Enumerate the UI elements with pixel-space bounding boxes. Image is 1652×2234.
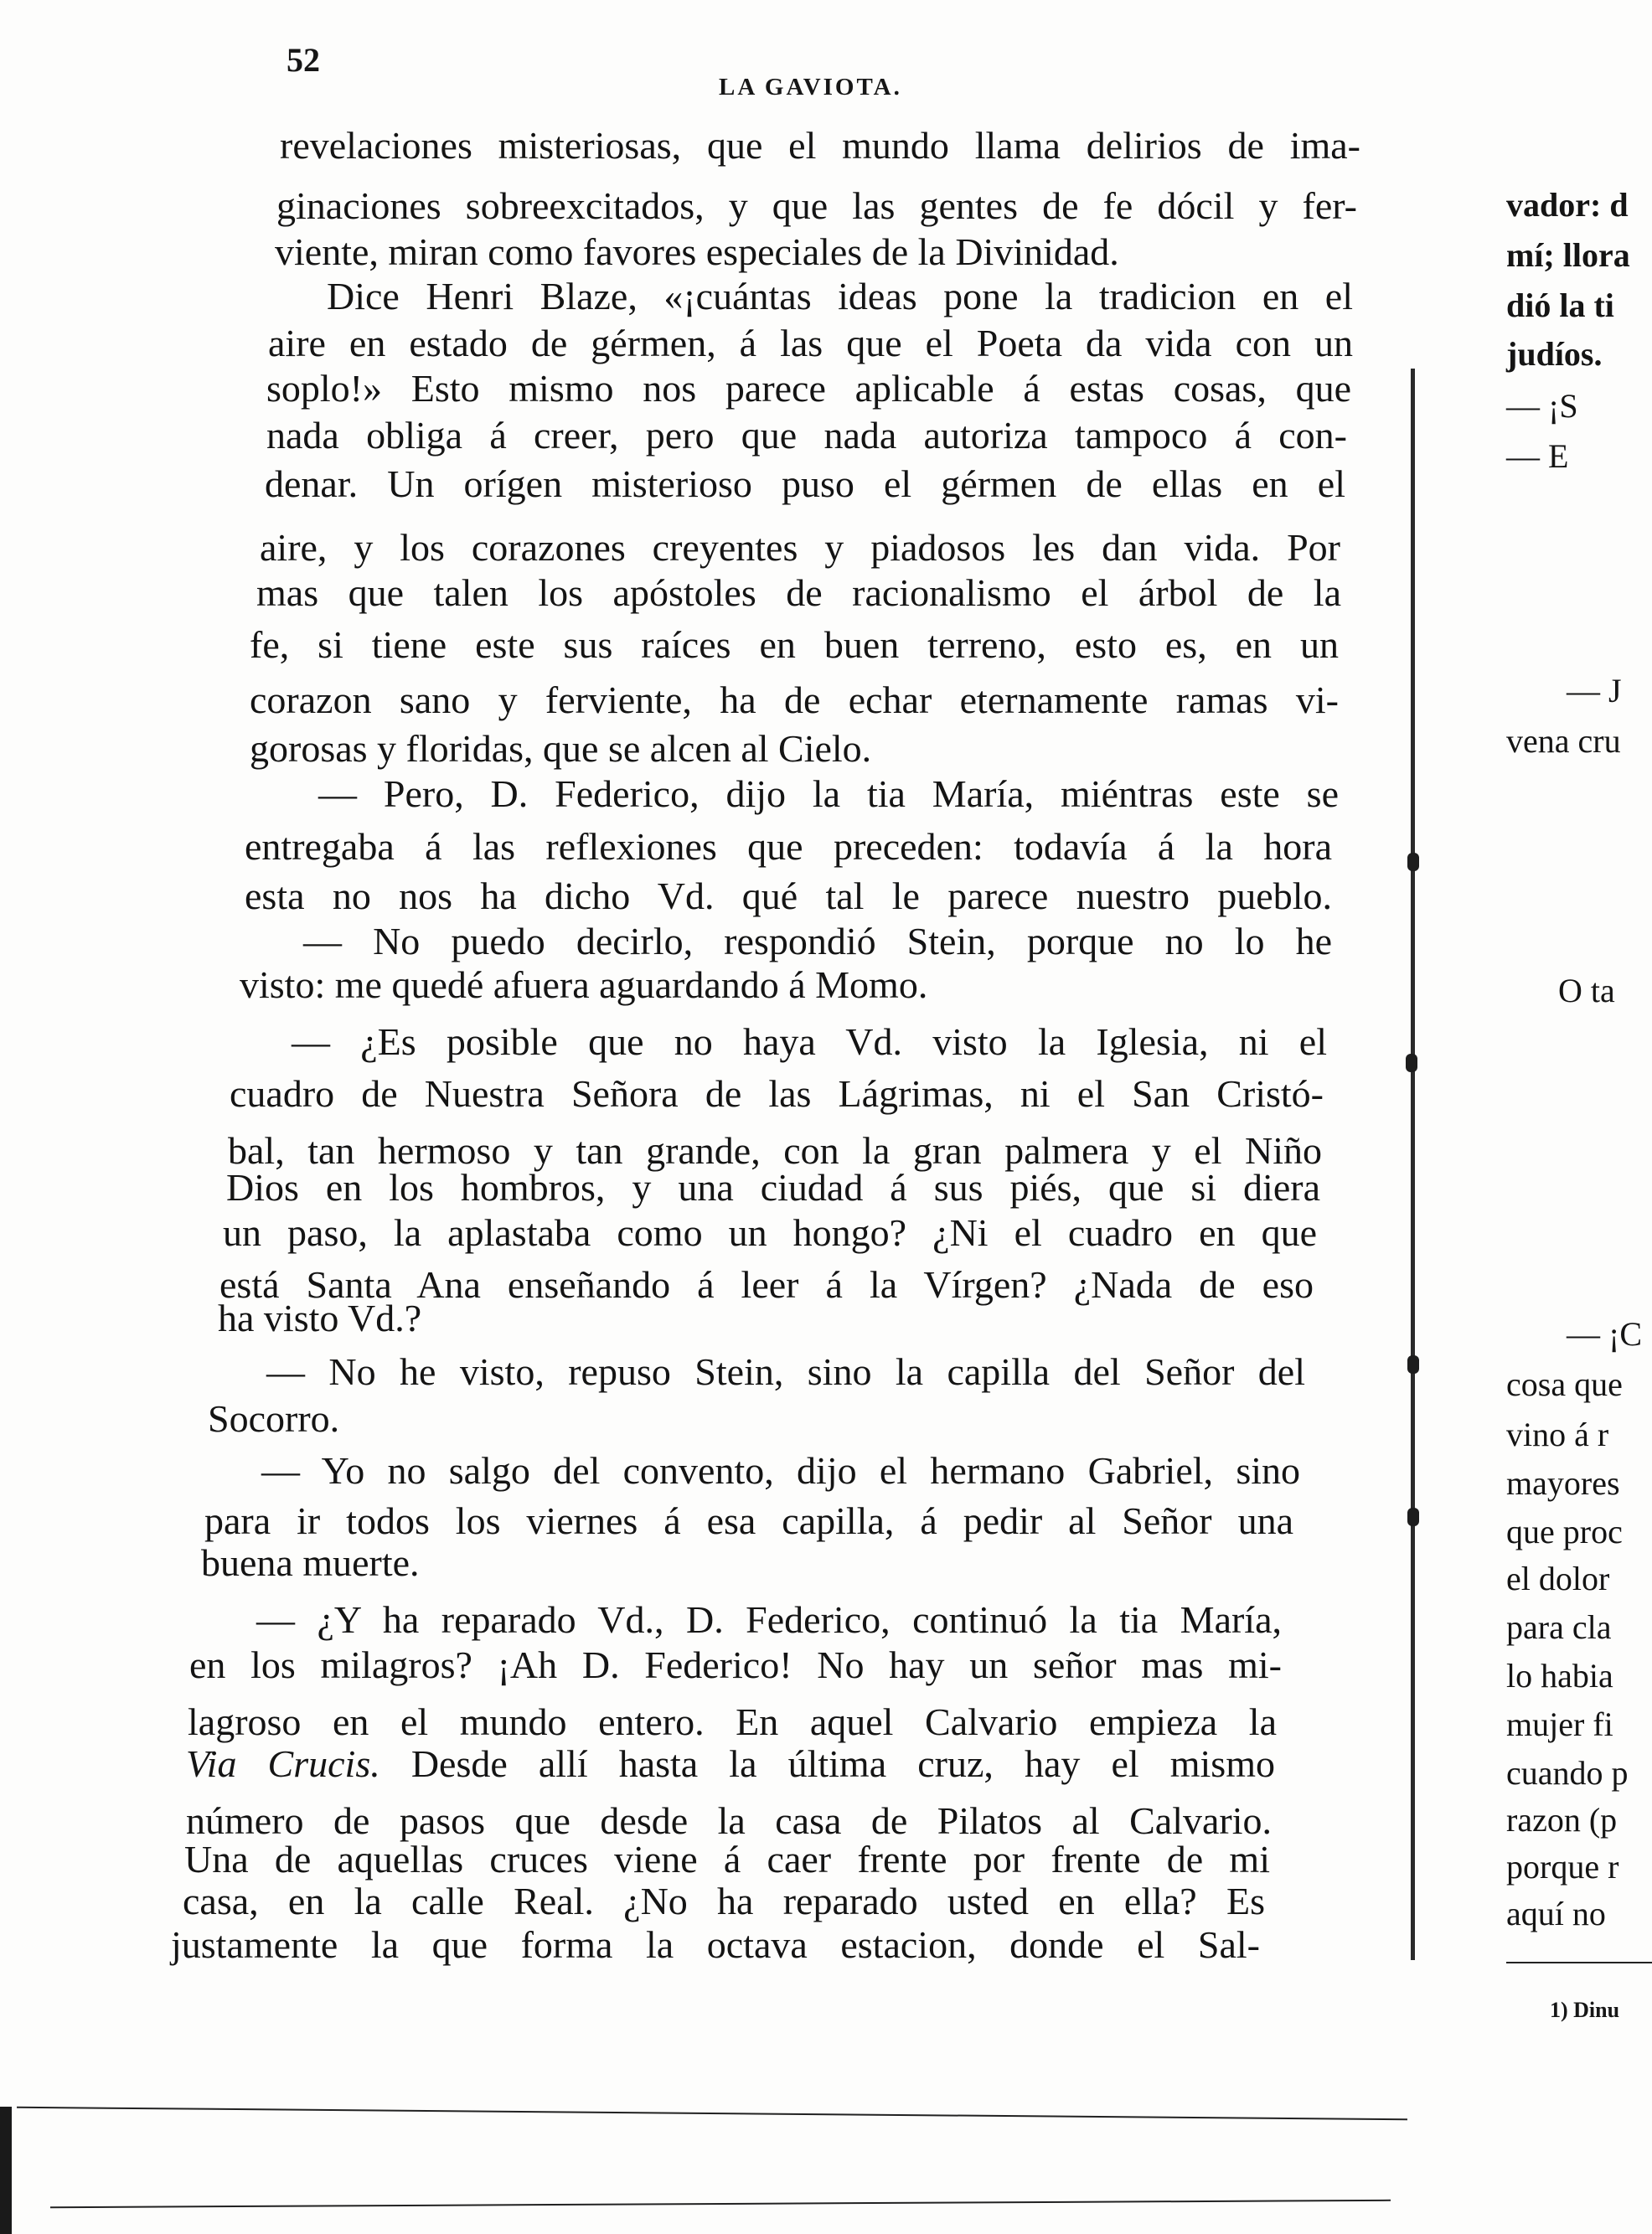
text-line: — No he visto, repuso Stein, sino la capilla del Señor del xyxy=(266,1350,1305,1393)
scan-corner-mark xyxy=(0,2107,12,2234)
facing-line: dió la ti xyxy=(1506,286,1614,324)
text-line: ha visto Vd.? xyxy=(218,1297,422,1339)
text-line: aire, y los corazones creyentes y piadosos les dan vida. Por xyxy=(260,526,1340,569)
text-line: visto: me quedé afuera aguardando á Momo. xyxy=(240,963,928,1006)
text-line: viente, miran como favores especiales de la Divinidad. xyxy=(275,230,1119,273)
running-head: LA GAVIOTA. xyxy=(719,74,902,101)
facing-line: vador: d xyxy=(1506,186,1629,224)
text-line: casa, en la calle Real. ¿No ha reparado usted en ella? Es xyxy=(183,1880,1265,1922)
text-line: soplo!» Esto mismo nos parece aplicable á estas cosas, que xyxy=(266,367,1351,410)
text-line: Dios en los hombros, y una ciudad á sus piés, que si diera xyxy=(226,1166,1320,1209)
facing-line: cuando p xyxy=(1506,1754,1629,1792)
text-line: nada obliga á creer, pero que nada autoriza tampoco á con- xyxy=(266,414,1347,457)
text-line: — Yo no salgo del convento, dijo el hermano Gabriel, sino xyxy=(261,1449,1300,1492)
facing-line: — ¡C xyxy=(1567,1315,1642,1353)
text-line: esta no nos ha dicho Vd. qué tal le parece nuestro pueblo. xyxy=(245,875,1332,917)
facing-line: — E xyxy=(1506,437,1569,475)
text-line: Una de aquellas cruces viene á caer frente por frente de mi xyxy=(184,1838,1270,1881)
facing-line: lo habia xyxy=(1506,1657,1613,1695)
text-line: fe, si tiene este sus raíces en buen terreno, esto es, en un xyxy=(250,623,1339,666)
facing-line: — ¡S xyxy=(1506,387,1578,425)
facing-footnote: 1) Dinu xyxy=(1550,1998,1620,2022)
text-line: — ¿Es posible que no haya Vd. visto la Iglesia, ni el xyxy=(292,1020,1327,1063)
text-line: en los milagros? ¡Ah D. Federico! No hay un señor mas mi- xyxy=(189,1643,1282,1686)
text-line: — No puedo decirlo, respondió Stein, porque no lo he xyxy=(303,920,1332,962)
text-line: bal, tan hermoso y tan grande, con la gran palmera y el Niño xyxy=(228,1129,1322,1172)
facing-line: mujer fi xyxy=(1506,1705,1613,1743)
facing-line: mí; llora xyxy=(1506,236,1630,274)
facing-line: — J xyxy=(1567,672,1622,709)
text-line: número de pasos que desde la casa de Pilatos al Calvario. xyxy=(186,1799,1272,1842)
text-line: mas que talen los apóstoles de racionalismo el árbol de la xyxy=(256,571,1341,614)
text-line: justamente la que forma la octava estacion, donde el Sal- xyxy=(171,1923,1260,1966)
text-line: revelaciones misteriosas, que el mundo llama delirios de ima- xyxy=(280,124,1360,167)
facing-line: mayores xyxy=(1506,1464,1620,1502)
facing-line: judíos. xyxy=(1506,335,1603,373)
facing-line: vino á r xyxy=(1506,1416,1609,1453)
text-line: gorosas y floridas, que se alcen al Cielo. xyxy=(250,727,872,770)
text-line: ginaciones sobreexcitados, y que las gentes de fe dócil y fer- xyxy=(276,184,1357,227)
text-line: para ir todos los viernes á esa capilla, á pedir al Señor una xyxy=(204,1499,1293,1542)
facing-page-fragment xyxy=(1416,0,1652,2234)
facing-line: vena cru xyxy=(1506,722,1621,760)
text-line: corazon sano y ferviente, ha de echar eternamente ramas vi- xyxy=(250,678,1339,721)
text-line: Socorro. xyxy=(208,1397,340,1440)
facing-line: razon (p xyxy=(1506,1801,1618,1839)
text-line: cuadro de Nuestra Señora de las Lágrimas, ni el San Cristó- xyxy=(230,1072,1324,1115)
page-gutter xyxy=(1411,369,1415,1960)
text-line: está Santa Ana enseñando á leer á la Vírgen? ¿Nada de eso xyxy=(219,1263,1314,1306)
facing-line: cosa que xyxy=(1506,1365,1623,1403)
facing-line: O ta xyxy=(1558,972,1615,1009)
text-line: lagroso en el mundo entero. En aquel Calvario empieza la xyxy=(188,1700,1277,1743)
text-line: — Pero, D. Federico, dijo la tia María, miéntras este se xyxy=(318,772,1339,815)
text-line: buena muerte. xyxy=(201,1541,420,1584)
facing-line: aquí no xyxy=(1506,1895,1606,1932)
text-line: denar. Un orígen misterioso puso el gérmen de ellas en el xyxy=(265,462,1345,505)
facing-line: que proc xyxy=(1506,1513,1623,1550)
text-line: aire en estado de gérmen, á las que el Poeta da vida con un xyxy=(268,322,1353,364)
text-line: — ¿Y ha reparado Vd., D. Federico, continuó la tia María, xyxy=(256,1598,1282,1641)
footnote-rule xyxy=(1506,1962,1652,1963)
text-line: entregaba á las reflexiones que preceden: todavía á la hora xyxy=(245,825,1332,868)
facing-line: porque r xyxy=(1506,1848,1619,1886)
page-number: 52 xyxy=(287,41,320,79)
italic-phrase: Via Crucis. xyxy=(186,1742,380,1785)
facing-line: para cla xyxy=(1506,1608,1612,1646)
facing-line: el dolor xyxy=(1506,1560,1610,1597)
text-line: Dice Henri Blaze, «¡cuántas ideas pone la tradicion en el xyxy=(327,275,1353,317)
text-line: Via Crucis. Desde allí hasta la última cruz, hay el mismo xyxy=(186,1742,1275,1785)
text-line: un paso, la aplastaba como un hongo? ¿Ni el cuadro en que xyxy=(223,1211,1317,1254)
